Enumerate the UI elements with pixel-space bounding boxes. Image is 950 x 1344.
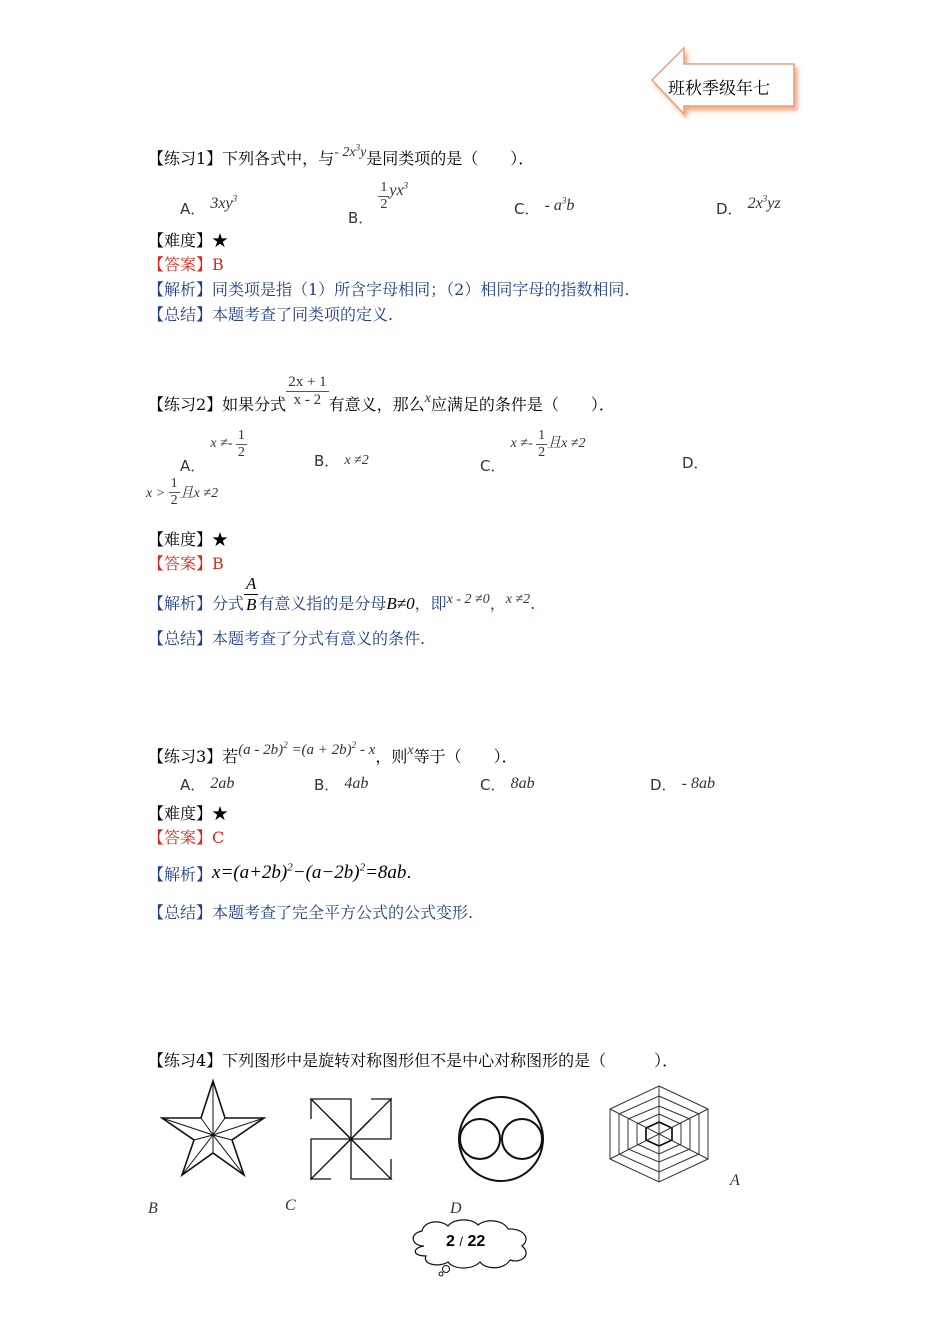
- q2-option-c[interactable]: [480, 428, 586, 475]
- q3-option-a-value: 2ab: [210, 775, 235, 792]
- q2-option-d-num: 1: [170, 476, 178, 491]
- q3-stem-tail: - x: [356, 742, 376, 758]
- q3-analysis-e2: 2: [359, 861, 366, 874]
- q2-difficulty: 【难度】★: [148, 530, 229, 549]
- q2-option-c-num: 1: [538, 428, 546, 443]
- q3-option-d[interactable]: [650, 774, 715, 795]
- q1-option-a[interactable]: [180, 193, 238, 219]
- q3-option-b-label: B．: [314, 776, 340, 794]
- q2-option-c-post: 且x ≠2: [547, 436, 586, 451]
- q3-stem-pre: 【练习3】若: [148, 747, 239, 766]
- q2-analysis-end: .: [530, 594, 536, 613]
- q3-stem-exp1: 2: [283, 740, 288, 750]
- q2-analysis-sep: ，即: [414, 594, 447, 613]
- q3-summary: 【总结】本题考查了完全平方公式的公式变形.: [148, 903, 474, 922]
- q2-stem-mid: 有意义，那么: [328, 395, 425, 414]
- q1-expr-var: y: [360, 145, 367, 160]
- q2-option-d-den: 2: [170, 493, 178, 508]
- q3-analysis: [148, 860, 412, 884]
- q1-option-a-base: 3xy: [210, 195, 233, 212]
- q1-option-d-label: D．: [716, 200, 743, 218]
- q1-option-d[interactable]: [716, 193, 781, 219]
- q2-option-c-den: 2: [538, 445, 546, 460]
- q2-frac-num: 2x + 1: [288, 374, 327, 390]
- q1-stem-pre: 【练习1】下列各式中，与: [148, 149, 335, 168]
- q3-analysis-p5: =8ab: [365, 862, 407, 883]
- q1-option-c-exp: 3: [561, 195, 567, 206]
- q3-option-d-value: - 8ab: [681, 775, 715, 792]
- q4-label-d: D: [450, 1200, 462, 1217]
- q1-stem-post: 是同类项的是（ ）．: [366, 149, 535, 168]
- q1-option-d-base: 2x: [747, 195, 763, 212]
- q2-option-b-label: B．: [314, 452, 340, 470]
- q1-option-d-exp: 3: [762, 193, 768, 204]
- star-figure: [160, 1078, 268, 1178]
- q2-option-c-pre: x ≠-: [510, 436, 537, 451]
- q2-option-c-label: C．: [480, 457, 506, 475]
- q3-option-c-label: C．: [480, 776, 506, 794]
- q1-summary: 【总结】本题考查了同类项的定义.: [148, 305, 394, 324]
- q2-summary: 【总结】本题考查了分式有意义的条件.: [148, 629, 426, 648]
- q2-option-d-post: 且x ≠2: [179, 486, 219, 501]
- q1-option-a-exp: 3: [232, 193, 238, 204]
- q1-option-a-label: A．: [180, 200, 206, 218]
- q3-stem-mid: =(a + 2b): [287, 742, 352, 758]
- q3-analysis-end: .: [406, 863, 412, 882]
- q2-option-a-den: 2: [237, 445, 245, 460]
- q3-difficulty: 【难度】★: [148, 804, 229, 823]
- q2-analysis: [148, 574, 535, 615]
- q1-stem: [148, 142, 535, 169]
- q2-option-d-label[interactable]: D．: [682, 454, 709, 472]
- header-tag: [648, 44, 804, 120]
- q2-answer: 【答案】B: [148, 554, 224, 573]
- q3-analysis-label: 【解析】: [148, 865, 213, 884]
- double-circle-figure: [454, 1094, 548, 1184]
- page-current: 2: [446, 1233, 455, 1250]
- q3-analysis-p4: (a−2b): [305, 862, 360, 883]
- q1-option-b-label: B．: [348, 209, 374, 227]
- q4-stem: 【练习4】下列图形中是旋转对称图形但不是中心对称图形的是（ ）．: [148, 1051, 679, 1070]
- q3-option-b-value: 4ab: [344, 775, 369, 792]
- q2-stem: [148, 374, 615, 414]
- page-separator: /: [459, 1234, 463, 1249]
- q3-stem-expr1: (a - 2b): [238, 742, 284, 758]
- q2-option-b[interactable]: [314, 450, 369, 471]
- q1-option-b-den: 2: [380, 197, 388, 212]
- q3-analysis-p2: (a+2b): [233, 862, 288, 883]
- q2-option-a[interactable]: [180, 428, 247, 475]
- q1-option-b-var: yx: [389, 182, 404, 199]
- q2-option-a-pre: x ≠-: [210, 436, 236, 451]
- q3-analysis-p1: x=: [212, 862, 234, 883]
- page-total: 22: [467, 1233, 486, 1250]
- q3-option-a-label: A．: [180, 776, 206, 794]
- q2-stem-post: 应满足的条件是（ ）．: [430, 395, 615, 414]
- q3-stem-post2: 等于（ ）．: [413, 747, 518, 766]
- q3-analysis-e1: 2: [287, 861, 293, 874]
- q1-option-c-var: b: [566, 197, 575, 214]
- q1-expr-exp: 3: [355, 142, 361, 153]
- q3-stem: [148, 736, 518, 766]
- pinwheel-figure: [308, 1096, 394, 1182]
- q3-option-c[interactable]: [480, 774, 535, 795]
- q2-frac-den: x - 2: [293, 392, 322, 408]
- q2-analysis-mid: 有意义指的是分母: [258, 594, 387, 613]
- q2-stem-pre: 【练习2】如果分式: [148, 395, 287, 414]
- q4-label-c: C: [285, 1197, 296, 1214]
- q1-analysis: 【解析】同类项是指（1）所含字母相同；（2）相同字母的指数相同.: [148, 280, 630, 299]
- page-number: [446, 1233, 485, 1251]
- q2-stem-var: x: [424, 391, 431, 406]
- q3-option-c-value: 8ab: [510, 775, 535, 792]
- q2-option-a-label: A．: [180, 457, 206, 475]
- q4-label-b: B: [148, 1200, 158, 1217]
- q1-answer: 【答案】B: [148, 255, 224, 274]
- q2-analysis-eq2: x ≠2: [505, 592, 531, 607]
- q1-option-c-label: C．: [514, 200, 540, 218]
- q2-analysis-den: B: [246, 595, 257, 614]
- q2-analysis-eq1: x - 2 ≠0: [446, 592, 490, 607]
- q3-option-b[interactable]: [314, 774, 368, 795]
- q2-analysis-pre: 【解析】分式: [148, 594, 245, 613]
- q2-option-a-num: 1: [237, 428, 245, 443]
- q3-stem-post1: ，则: [375, 747, 408, 766]
- q1-option-c[interactable]: [514, 195, 575, 219]
- q1-option-d-var: yz: [767, 195, 781, 212]
- q1-option-b-num: 1: [380, 180, 388, 195]
- q3-answer: 【答案】C: [148, 828, 225, 847]
- q2-analysis-comma: ，: [489, 594, 506, 613]
- q2-analysis-num: A: [246, 574, 257, 593]
- q3-stem-exp2: 2: [351, 740, 357, 750]
- q2-option-d[interactable]: [146, 476, 218, 509]
- q3-stem-var: x: [407, 743, 414, 758]
- q1-option-b[interactable]: [348, 180, 409, 227]
- q2-analysis-cond: B≠0: [386, 594, 415, 613]
- header-tag-text: 班秋季级年七: [668, 79, 770, 99]
- hexagon-web-figure: [602, 1082, 716, 1186]
- q1-option-c-base: - a: [544, 197, 562, 214]
- q3-option-d-label: D．: [650, 776, 677, 794]
- q4-label-a: A: [730, 1172, 740, 1189]
- q3-option-a[interactable]: [180, 774, 234, 795]
- q1-option-b-exp: 3: [403, 180, 409, 191]
- q3-analysis-p3: −: [292, 862, 306, 883]
- q2-option-d-pre: x >: [146, 486, 169, 501]
- q1-difficulty: 【难度】★: [148, 231, 229, 250]
- q2-option-b-expr: x ≠2: [344, 453, 369, 468]
- q1-expr-coef: - 2x: [334, 145, 356, 160]
